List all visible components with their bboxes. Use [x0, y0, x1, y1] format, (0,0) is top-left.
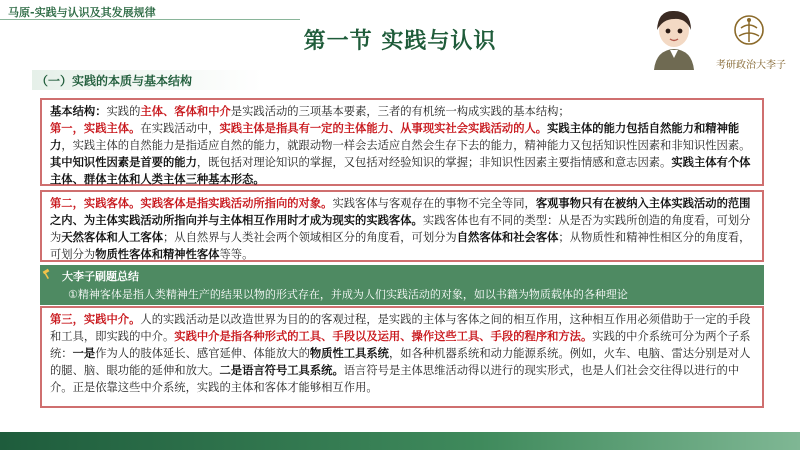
- avatar-icon: [648, 8, 700, 70]
- text-run: 二是语言符号工具系统。: [219, 363, 344, 377]
- summary-banner: [40, 265, 764, 305]
- content-box-object: [40, 190, 764, 262]
- summary-title: [52, 268, 139, 284]
- text-run: 实践客体是指实践活动所指向的对象。: [140, 196, 333, 210]
- text-run: 第二，实践客体。: [50, 196, 141, 210]
- text-run: 实践中介是指各种形式的工具、手段以及运用、操作这些工具、手段的程序和方法。: [174, 329, 593, 343]
- text-run: ；从自然界与人类社会两个领域相区分的角度看，可划分为: [163, 231, 457, 244]
- logo-text: 考研政治大李子: [716, 60, 786, 71]
- text-run: 基本结构：: [50, 104, 107, 118]
- text-run: 实践的: [106, 105, 141, 118]
- summary-title-text: 大李子刷题总结: [62, 270, 139, 283]
- section-heading: [32, 70, 262, 90]
- text-run: 语言符号是主体思维活动得以进行的现实形式，也是人们社会交往得以进行的中介。正是依靠这些中介系统，实践的主体和客体才能够相互作用。: [50, 364, 740, 394]
- text-run: 主体、客体和中介: [140, 104, 231, 118]
- bottom-band: [0, 432, 800, 450]
- section-heading-text: （一）实践的本质与基本结构: [36, 74, 193, 88]
- text-run: 物质性客体和精神性客体: [95, 247, 220, 261]
- text-run: 自然客体和社会客体: [456, 230, 559, 244]
- text-run: 第一，实践主体。: [50, 121, 141, 135]
- paragraph-object: [50, 195, 754, 263]
- text-run: 实践的中介系统可分为两个子系统：: [50, 330, 751, 360]
- text-run: 作为人的肢体延长、感官延伸、体能放大的: [95, 347, 310, 360]
- text-run: ，如各种机器系统和动力能源系统。例如，火车、电脑、雷达分别是对人的腿、脑、眼功能的延伸和放大。: [50, 347, 751, 377]
- text-run: 物质性工具系统: [309, 346, 389, 360]
- text-run: ，实践主体的自然能力是指适应自然的能力，就跟动物一样会去适应自然会生存下去的能力，精神能力又包括知识性因素和非知识性因素。: [61, 139, 751, 152]
- text-run: 实践客体也有不同的类型：从是否为实践所创造的角度看，可划分为: [50, 214, 751, 244]
- paragraph-medium: [50, 311, 754, 396]
- text-run: 是实践活动的三项基本要素，三者的有机统一构成实践的基本结构；: [230, 105, 570, 118]
- summary-text: ①精神客体是指人类精神生产的结果以物的形式存在，并成为人们实践活动的对象，如以书籍为物质载体的各种理论: [68, 288, 628, 301]
- content-box-medium: [40, 306, 764, 408]
- breadcrumb-underline: [0, 19, 300, 20]
- text-run: 等等。: [219, 248, 254, 261]
- text-run: 实践客体与客观存在的事物不完全等同，: [332, 197, 536, 210]
- paragraph-subject: [50, 120, 754, 188]
- text-run: 实践主体有个体主体、群体主体和人类主体三种基本形态。: [50, 155, 751, 186]
- text-run: ，既包括对理论知识的掌握，又包括对经验知识的掌握；非知识性因素主要指情感和意志因素。: [196, 156, 672, 169]
- page-title: 第一节 实践与认识: [303, 28, 497, 54]
- text-run: 实践主体是指具有一定的主体能力、从事现实社会实践活动的人。: [219, 121, 548, 135]
- content-box-subject: [40, 98, 764, 186]
- breadcrumb: 马原-实践与认识及其发展规律: [8, 6, 156, 19]
- text-run: 客观事物只有在被纳入主体实践活动的范围之内、为主体实践活动所指向并与主体相互作用时才成为现实的实践客体。: [50, 196, 751, 227]
- text-run: 实践主体的能力包括自然能力和精神能力: [50, 121, 740, 152]
- text-run: 第三，实践中介。: [50, 312, 141, 326]
- text-run: 一是: [72, 346, 96, 360]
- text-run: ；从物质性和精神性相区分的角度看，可划分为: [50, 231, 751, 261]
- text-run: 在实践活动中，: [140, 122, 220, 135]
- text-run: 其中知识性因素是首要的能力: [50, 155, 197, 169]
- text-run: 天然客体和人工客体: [61, 230, 163, 244]
- paragraph-basic-structure: [50, 103, 754, 120]
- text-run: 人的实践活动是以改造世界为目的的客观过程，是实践的主体与客体之间的相互作用，这种相互作用必须借助于一定的手段和工具，即实践的中介。: [50, 313, 751, 343]
